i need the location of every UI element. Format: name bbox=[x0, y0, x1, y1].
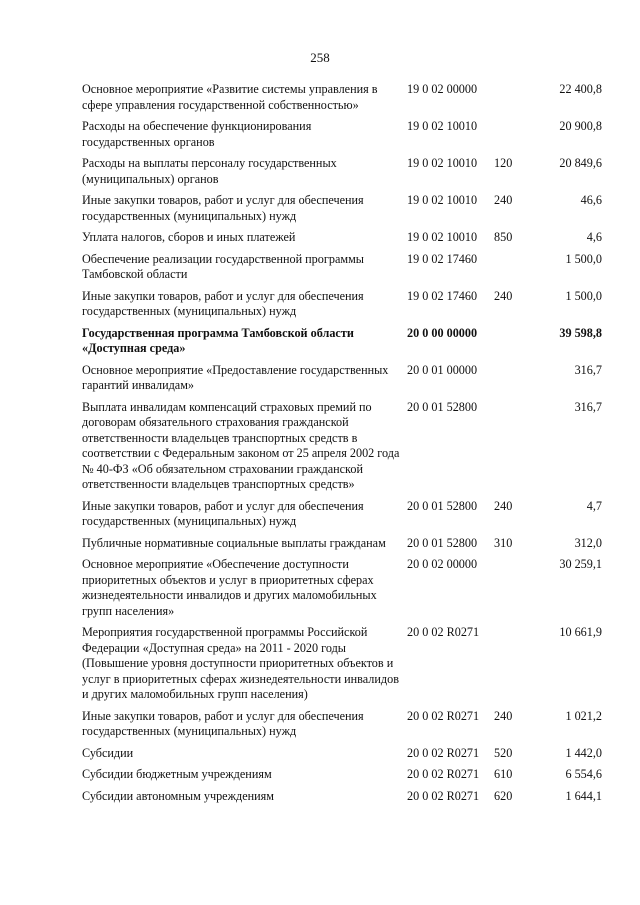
row-code: 19 0 02 10010 bbox=[407, 193, 478, 207]
row-name: Субсидии bbox=[82, 745, 134, 760]
row-amount: 4,7 bbox=[586, 498, 602, 513]
row-name: Иные закупки товаров, работ и услуг для обеспечения государственных (муниципальных) нужд bbox=[82, 193, 364, 223]
row-amount: 20 900,8 bbox=[559, 119, 602, 133]
row-name: Иные закупки товаров, работ и услуг для обеспечения государственных (муниципальных) нужд bbox=[82, 498, 364, 528]
budget-table bbox=[82, 82, 602, 810]
row-name: Основное мероприятие «Обеспечение доступности приоритетных объектов и услуг в приоритетных сферах жизнедеятельности инвалидов и других маломобильных групп населения» bbox=[82, 557, 377, 618]
table-row bbox=[82, 193, 602, 224]
table-row bbox=[82, 326, 602, 357]
row-code: 20 0 02 R0271 bbox=[407, 788, 480, 803]
row-code: 19 0 02 10010 bbox=[407, 156, 478, 170]
table-row bbox=[82, 82, 602, 113]
row-code: 20 0 01 52800 bbox=[407, 498, 478, 513]
table-row bbox=[82, 363, 602, 394]
row-code: 20 0 01 52800 bbox=[407, 399, 478, 414]
row-code: 19 0 02 17460 bbox=[407, 288, 478, 303]
row-code: 19 0 02 00000 bbox=[407, 82, 478, 96]
row-expense-type: 610 bbox=[494, 767, 513, 781]
row-code: 20 0 02 R0271 bbox=[407, 625, 480, 639]
table-row bbox=[82, 767, 602, 783]
row-expense-type: 120 bbox=[494, 156, 513, 170]
row-amount: 1 021,2 bbox=[565, 708, 602, 723]
row-name: Субсидии бюджетным учреждениям bbox=[82, 767, 272, 781]
table-row bbox=[82, 230, 602, 246]
row-amount: 30 259,1 bbox=[559, 557, 602, 571]
page-number: 258 bbox=[310, 50, 330, 65]
row-amount: 10 661,9 bbox=[559, 625, 602, 639]
table-row bbox=[82, 289, 602, 320]
row-name: Иные закупки товаров, работ и услуг для обеспечения государственных (муниципальных) нужд bbox=[82, 708, 364, 738]
row-code: 20 0 02 R0271 bbox=[407, 708, 480, 723]
table-row bbox=[82, 119, 602, 150]
row-code: 20 0 01 00000 bbox=[407, 362, 478, 377]
row-amount: 316,7 bbox=[574, 399, 602, 414]
row-code: 19 0 02 17460 bbox=[407, 251, 478, 266]
row-amount: 1 644,1 bbox=[565, 788, 602, 803]
row-name: Обеспечение реализации государственной программы Тамбовской области bbox=[82, 251, 364, 281]
row-name: Мероприятия государственной программы Российской Федерации «Доступная среда» на 2011 - 2020 годы (Повышение уровня доступности приоритетных объектов и услуг в приоритетных сферах жизнедеятельности инвалидов и других маломобильных групп населения) bbox=[82, 625, 399, 701]
table-row bbox=[82, 557, 602, 619]
row-expense-type: 520 bbox=[494, 745, 513, 760]
row-expense-type: 240 bbox=[494, 288, 513, 303]
row-expense-type: 620 bbox=[494, 788, 513, 803]
row-amount: 20 849,6 bbox=[559, 156, 602, 170]
table-row bbox=[82, 536, 602, 552]
row-amount: 6 554,6 bbox=[565, 767, 602, 781]
row-expense-type: 240 bbox=[494, 498, 513, 513]
table-row bbox=[82, 252, 602, 283]
row-amount: 22 400,8 bbox=[559, 82, 602, 96]
row-name: Основное мероприятие «Предоставление государственных гарантий инвалидам» bbox=[82, 362, 389, 392]
row-amount: 39 598,8 bbox=[559, 325, 602, 340]
row-name: Уплата налогов, сборов и иных платежей bbox=[82, 230, 296, 244]
row-name: Выплата инвалидам компенсаций страховых премий по договорам обязательного страхования гражданской ответственности владельцев транспортных средств в соответствии с Федеральным законом от 25 апреля 2002 года № 40-ФЗ «Об обязательном страховании гражданской ответственности владельцев транспортных средств» bbox=[82, 399, 400, 491]
row-name: Публичные нормативные социальные выплаты гражданам bbox=[82, 535, 386, 550]
table-row bbox=[82, 789, 602, 805]
row-expense-type: 310 bbox=[494, 535, 513, 550]
row-amount: 46,6 bbox=[580, 193, 602, 207]
table-row bbox=[82, 746, 602, 762]
row-code: 19 0 02 10010 bbox=[407, 230, 478, 244]
row-name: Иные закупки товаров, работ и услуг для обеспечения государственных (муниципальных) нужд bbox=[82, 288, 364, 318]
row-code: 19 0 02 10010 bbox=[407, 119, 478, 133]
row-amount: 316,7 bbox=[574, 362, 602, 377]
table-row bbox=[82, 400, 602, 493]
row-expense-type: 240 bbox=[494, 708, 513, 723]
row-name: Субсидии автономным учреждениям bbox=[82, 788, 274, 803]
row-name: Основное мероприятие «Развитие системы управления в сфере управления государственной собственностью» bbox=[82, 82, 378, 112]
row-name: Расходы на выплаты персоналу государственных (муниципальных) органов bbox=[82, 156, 337, 186]
row-code: 20 0 00 00000 bbox=[407, 325, 478, 340]
row-code: 20 0 02 R0271 bbox=[407, 767, 480, 781]
table-row bbox=[82, 709, 602, 740]
row-amount: 1 500,0 bbox=[565, 251, 602, 266]
row-code: 20 0 02 00000 bbox=[407, 557, 478, 571]
table-row bbox=[82, 156, 602, 187]
row-name: Государственная программа Тамбовской области «Доступная среда» bbox=[82, 325, 354, 355]
row-amount: 312,0 bbox=[574, 535, 602, 550]
row-code: 20 0 01 52800 bbox=[407, 535, 478, 550]
row-expense-type: 240 bbox=[494, 193, 513, 207]
table-row bbox=[82, 625, 602, 703]
row-amount: 4,6 bbox=[586, 230, 602, 244]
row-amount: 1 442,0 bbox=[565, 745, 602, 760]
row-code: 20 0 02 R0271 bbox=[407, 745, 480, 760]
row-expense-type: 850 bbox=[494, 230, 513, 244]
table-row bbox=[82, 499, 602, 530]
row-name: Расходы на обеспечение функционирования государственных органов bbox=[82, 119, 312, 149]
row-amount: 1 500,0 bbox=[565, 288, 602, 303]
